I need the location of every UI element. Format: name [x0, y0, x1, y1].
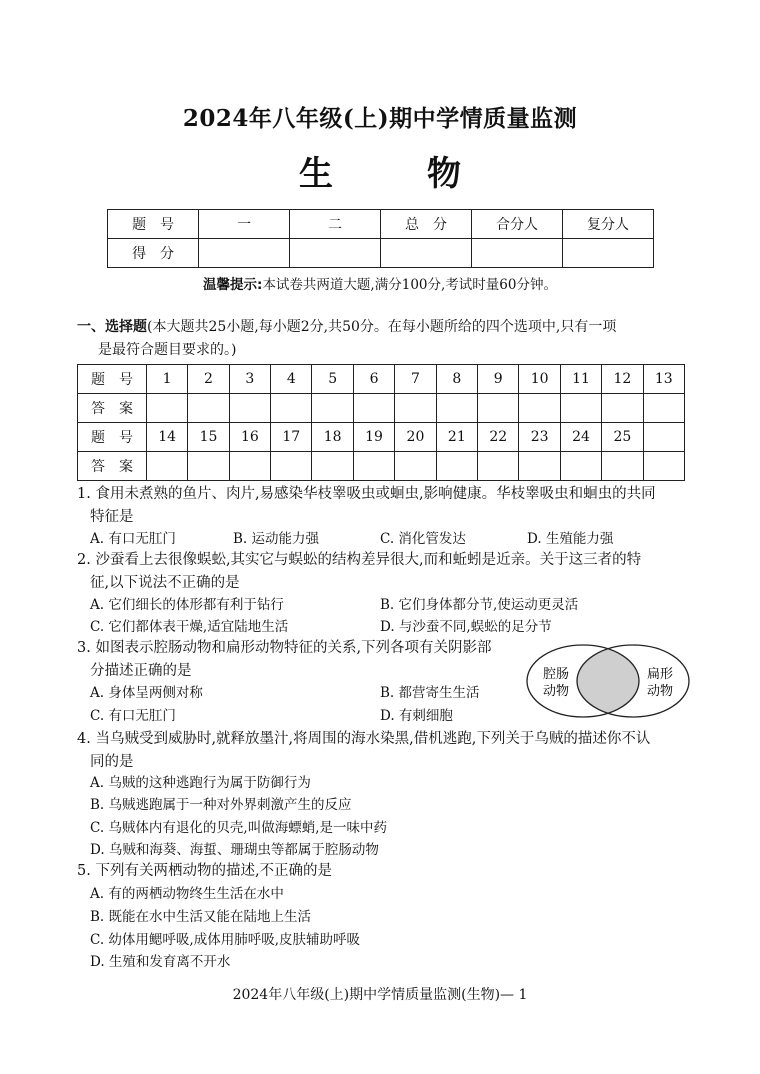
answer-blank[interactable]: [146, 394, 187, 423]
answer-num: 25: [602, 423, 643, 452]
venn-diagram: [526, 641, 691, 721]
question-stem: 5. 下列有关两栖动物的描述,不正确的是: [77, 863, 333, 879]
option-a: A. 它们细长的体形都有利于钻行: [90, 597, 284, 613]
answer-blank[interactable]: [188, 452, 229, 481]
question-stem: 同的是: [90, 754, 134, 770]
question-2: [77, 549, 697, 595]
answer-num: 14: [146, 423, 187, 452]
answer-blank[interactable]: [519, 452, 560, 481]
option-b: B. 都营寄生生活: [380, 685, 480, 701]
answer-num: 8: [436, 365, 477, 394]
score-table: [107, 209, 654, 268]
tip: [0, 273, 760, 293]
answer-num: 12: [602, 365, 643, 394]
question-4: [77, 728, 697, 774]
answer-blank[interactable]: [436, 394, 477, 423]
answer-blank[interactable]: [395, 452, 436, 481]
answer-num: 2: [188, 365, 229, 394]
option-c: C. 消化管发达: [380, 531, 466, 547]
section-desc: (本大题共25小题,每小题2分,共50分。在每小题所给的四个选项中,只有一项: [147, 319, 617, 335]
venn-right-label: 动物: [646, 684, 674, 699]
section-heading: [77, 316, 697, 362]
answer-blank[interactable]: [643, 452, 684, 481]
answer-label: 题 号: [78, 423, 147, 452]
score-label: 得 分: [108, 239, 199, 268]
question-stem: 2. 沙蚕看上去很像蜈蚣,其实它与蜈蚣的结构差异很大,而和蚯蚓是近亲。关于这三者的特: [77, 552, 642, 568]
answer-num-empty: [643, 423, 684, 452]
question-stem: 征,以下说法不正确的是: [90, 575, 240, 591]
section-desc-2: 是最符合题目要求的。): [98, 342, 237, 358]
question-stem: 4. 当乌贼受到威胁时,就释放墨汁,将周围的海水染黑,借机逃跑,下列关于乌贼的描述你不认: [77, 731, 651, 747]
section-title: 一、选择题: [77, 319, 147, 335]
answer-num: 13: [643, 365, 684, 394]
answer-blank[interactable]: [229, 394, 270, 423]
answer-blank[interactable]: [643, 394, 684, 423]
answer-blank[interactable]: [146, 452, 187, 481]
answer-label: 题 号: [78, 365, 147, 394]
venn-left-label: 腔肠: [542, 667, 570, 682]
score-blank[interactable]: [380, 239, 471, 268]
answer-num: 7: [395, 365, 436, 394]
answer-blank[interactable]: [353, 452, 394, 481]
page-footer: 2024年八年级(上)期中学情质量监测(生物)— 1: [232, 987, 528, 1003]
answer-blank[interactable]: [353, 394, 394, 423]
answer-blank[interactable]: [602, 394, 643, 423]
question-3: [77, 637, 527, 683]
tip-label: 温馨提示:: [203, 277, 263, 293]
option-d: D. 生殖能力强: [527, 531, 614, 547]
score-blank[interactable]: [563, 239, 654, 268]
answer-table: [77, 364, 685, 481]
answer-num: 19: [353, 423, 394, 452]
question-stem: 特征是: [90, 509, 134, 525]
option-b: B. 乌贼逃跑属于一种对外界刺激产生的反应: [90, 797, 352, 813]
answer-num: 21: [436, 423, 477, 452]
answer-blank-row: [78, 452, 685, 481]
option-d: D. 有刺细胞: [380, 708, 453, 724]
option-b: B. 它们身体都分节,使运动更灵活: [380, 597, 579, 613]
question-stem: 分描述正确的是: [90, 663, 192, 679]
score-cell: 合分人: [472, 210, 563, 239]
answer-num: 10: [519, 365, 560, 394]
option-a: A. 有口无肛门: [90, 531, 176, 547]
answer-blank[interactable]: [188, 394, 229, 423]
answer-number-row: [78, 365, 685, 394]
option-d: D. 与沙蚕不同,蜈蚣的足分节: [380, 619, 552, 635]
option-c: C. 乌贼体内有退化的贝壳,叫做海螵蛸,是一味中药: [90, 820, 388, 836]
option-a: A. 乌贼的这种逃跑行为属于防御行为: [90, 775, 311, 791]
score-blank[interactable]: [290, 239, 381, 268]
question-5: [77, 860, 697, 883]
score-cell: 复分人: [563, 210, 654, 239]
answer-blank[interactable]: [560, 452, 601, 481]
option-d: D. 生殖和发育离不开水: [90, 954, 231, 970]
score-value-row: [108, 239, 654, 268]
answer-num: 18: [312, 423, 353, 452]
answer-num: 4: [271, 365, 312, 394]
answer-num: 16: [229, 423, 270, 452]
answer-num: 1: [146, 365, 187, 394]
question-stem: 1. 食用未煮熟的鱼片、肉片,易感染华枝睾吸虫或蛔虫,影响健康。华枝睾吸虫和蛔虫的共同: [77, 486, 656, 502]
answer-num: 23: [519, 423, 560, 452]
question-1: [77, 483, 697, 529]
answer-blank[interactable]: [436, 452, 477, 481]
option-d: D. 乌贼和海葵、海蜇、珊瑚虫等都属于腔肠动物: [90, 842, 379, 858]
option-b: B. 运动能力强: [233, 531, 320, 547]
answer-num: 17: [271, 423, 312, 452]
answer-blank[interactable]: [478, 452, 519, 481]
answer-blank[interactable]: [312, 452, 353, 481]
option-c: C. 幼体用鳃呼吸,成体用肺呼吸,皮肤辅助呼吸: [90, 932, 361, 948]
score-cell: 总 分: [380, 210, 471, 239]
option-a: A. 有的两栖动物终生生活在水中: [90, 886, 284, 902]
score-cell: 题 号: [108, 210, 199, 239]
answer-label: 答 案: [78, 394, 147, 423]
answer-label: 答 案: [78, 452, 147, 481]
answer-blank[interactable]: [312, 394, 353, 423]
answer-blank[interactable]: [229, 452, 270, 481]
answer-num: 9: [478, 365, 519, 394]
subject-title: 生 物: [299, 154, 491, 194]
tip-text: 本试卷共两道大题,满分100分,考试时量60分钟。: [262, 277, 557, 293]
answer-num: 6: [353, 365, 394, 394]
option-c: C. 有口无肛门: [90, 708, 176, 724]
venn-left-label: 动物: [542, 684, 570, 699]
answer-number-row: [78, 423, 685, 452]
answer-blank-row: [78, 394, 685, 423]
answer-num: 15: [188, 423, 229, 452]
answer-num: 3: [229, 365, 270, 394]
question-stem: 3. 如图表示腔肠动物和扁形动物特征的关系,下列各项有关阴影部: [77, 640, 492, 656]
answer-blank[interactable]: [519, 394, 560, 423]
exam-title: 2024年八年级(上)期中学情质量监测: [182, 105, 578, 132]
answer-blank[interactable]: [560, 394, 601, 423]
venn-right-label: 扁形: [646, 667, 674, 682]
answer-blank[interactable]: [271, 394, 312, 423]
answer-num: 5: [312, 365, 353, 394]
answer-num: 11: [560, 365, 601, 394]
option-b: B. 既能在水中生活又能在陆地上生活: [90, 909, 312, 925]
answer-num: 24: [560, 423, 601, 452]
score-cell: 一: [199, 210, 290, 239]
answer-blank[interactable]: [478, 394, 519, 423]
answer-num: 22: [478, 423, 519, 452]
score-blank[interactable]: [472, 239, 563, 268]
answer-blank[interactable]: [395, 394, 436, 423]
score-header-row: [108, 210, 654, 239]
option-c: C. 它们都体表干燥,适宜陆地生活: [90, 619, 289, 635]
answer-blank[interactable]: [602, 452, 643, 481]
score-cell: 二: [290, 210, 381, 239]
score-blank[interactable]: [199, 239, 290, 268]
option-a: A. 身体呈两侧对称: [90, 685, 203, 701]
answer-blank[interactable]: [271, 452, 312, 481]
answer-num: 20: [395, 423, 436, 452]
